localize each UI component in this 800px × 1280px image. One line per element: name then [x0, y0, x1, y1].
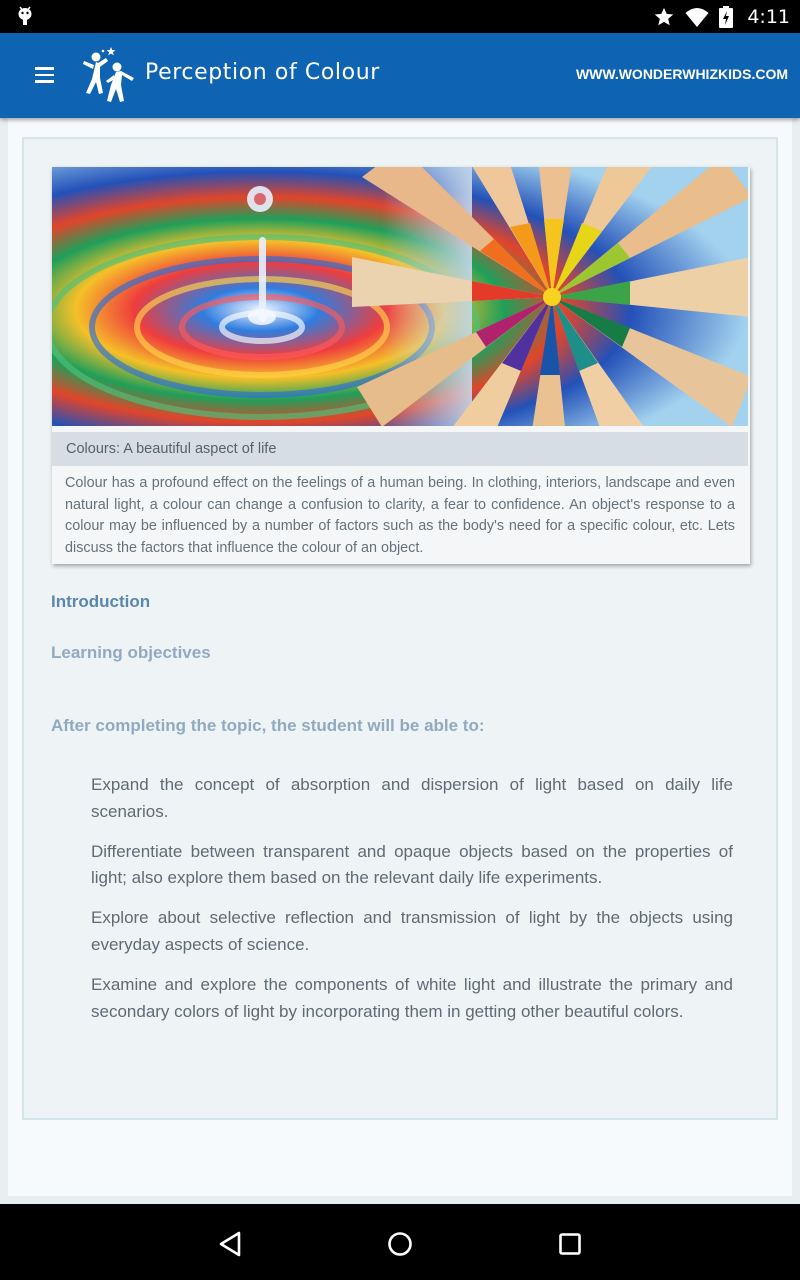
app-title: Perception of Colour	[145, 60, 380, 85]
status-icons	[653, 0, 790, 33]
wifi-icon	[685, 6, 709, 28]
objective-list	[91, 772, 733, 1039]
app-bar	[0, 33, 800, 118]
menu-line	[35, 80, 54, 83]
introduction-link[interactable]: Introduction	[51, 592, 151, 611]
pencils	[352, 167, 748, 426]
figure-description: Colour has a profound effect on the feelings of a human being. In clothing, interiors, landscape and even natural light, a colour can change a confusion to clarity, a fear to confidence. An object's response to a colour may be influenced by a number of factors such as the body's need for a specific colour, etc. Lets discuss the factors that influence the colour of an object.	[65, 475, 735, 556]
menu-line	[35, 74, 54, 77]
list-item: Differentiate between transparent and opaque objects based on the properties of light; also explore them based on the relevant daily life experiments.	[91, 841, 733, 888]
battery-icon	[719, 6, 733, 28]
objectives-heading: After completing the topic, the student will be able to:	[51, 716, 485, 735]
home-icon[interactable]	[380, 1224, 420, 1264]
list-item: Explore about selective reflection and transmission of light by the objects using everyday aspects of science.	[91, 908, 733, 954]
learning-objectives-link[interactable]: Learning objectives	[51, 643, 211, 662]
back-icon[interactable]	[210, 1224, 250, 1264]
kids-logo-icon	[78, 45, 138, 105]
menu-line	[35, 67, 54, 70]
android-debug-icon	[16, 6, 34, 26]
recents-icon[interactable]	[550, 1224, 590, 1264]
hamburger-menu-button[interactable]	[26, 57, 62, 93]
website-link[interactable]: WWW.WONDERWHIZKIDS.COM	[575, 66, 788, 82]
list-item: Expand the concept of absorption and dispersion of light based on daily life scenarios.	[91, 775, 733, 821]
navigation-bar	[0, 1204, 800, 1280]
list-item: Examine and explore the components of white light and illustrate the primary and secondary colors of light by incorporating them in getting other beautiful colors.	[91, 975, 733, 1021]
colour-splash-and-pencils-image	[52, 167, 748, 426]
hero-figure	[52, 167, 750, 564]
status-bar	[0, 0, 800, 33]
status-time: 4:11	[747, 5, 790, 28]
figure-caption: Colours: A beautiful aspect of life	[52, 432, 748, 466]
star-icon	[653, 6, 675, 28]
